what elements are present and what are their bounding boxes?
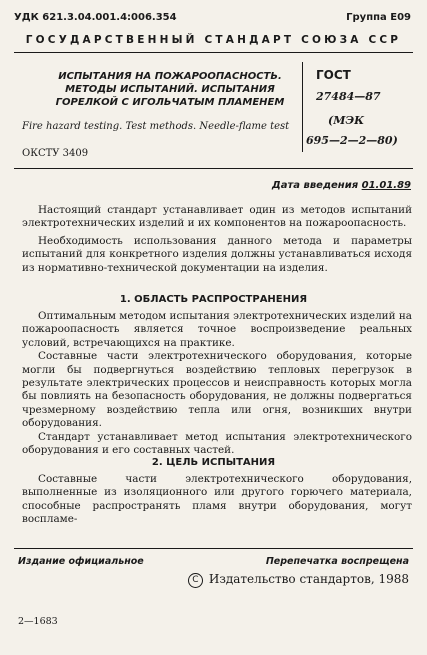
middle-rule	[14, 168, 413, 169]
introduction-date-value: 01.01.89	[361, 180, 411, 191]
section-2-text	[22, 473, 412, 527]
print-code: 2—1683	[18, 616, 58, 627]
mek-label: (МЭК	[328, 114, 365, 127]
title-divider	[302, 62, 303, 152]
footer-rule	[14, 548, 413, 549]
intro-text	[22, 204, 412, 275]
section-2-paragraph: Составные части электротехнического оборудования, выполненные из изоляционного или другого горючего материала, способные распространять пламя внутри оборудования, могут воспламе-	[22, 473, 412, 526]
copyright-icon: C	[188, 573, 203, 588]
section-1-paragraph: Оптимальным методом испытания электротехнических изделий на пожароопасность является точное воспроизведение реальных условий, встречающихся на практике.	[22, 310, 412, 349]
document-title: ИСПЫТАНИЯ НА ПОЖАРООПАСНОСТЬ. МЕТОДЫ ИСПЫТАНИЙ. ИСПЫТАНИЯ ГОРЕЛКОЙ С ИГОЛЬЧАТЫМ ПЛАМЕНЕМ	[55, 71, 285, 108]
organization-name: ГОСУДАРСТВЕННЫЙ СТАНДАРТ СОЮЗА ССР	[25, 34, 402, 46]
document-title-english: Fire hazard testing. Test methods. Needle-flame test	[22, 121, 290, 132]
gost-number: 27484—87	[316, 90, 381, 103]
oksu-code: ОКСТУ 3409	[22, 148, 89, 159]
edition-note: Издание официальное	[18, 556, 144, 567]
section-1-text	[22, 310, 412, 457]
introduction-date	[272, 180, 411, 191]
gost-label: ГОСТ	[316, 68, 351, 82]
section-2-heading: 2. ЦЕЛЬ ИСПЫТАНИЯ	[151, 457, 276, 468]
mek-number: 695—2—2—80)	[306, 134, 398, 147]
top-rule	[14, 52, 413, 53]
copyright-line	[188, 572, 409, 588]
udk-code: УДК 621.3.04.001.4:006.354	[14, 12, 177, 23]
section-1-paragraph: Составные части электротехнического оборудования, которые могли бы подвергнуться воздействию тепловых перегрузок в результате электрических процессов и неисправность которых могла бы повлиять на безопасность оборудования, не должны подвергаться чрезмерному воздействию тепла или огня, возникших внутри оборудования.	[22, 350, 412, 430]
copyright-text: Издательство стандартов, 1988	[208, 572, 409, 586]
section-1-heading: 1. ОБЛАСТЬ РАСПРОСТРАНЕНИЯ	[119, 294, 308, 305]
intro-paragraph: Настоящий стандарт устанавливает один из методов испытаний электротехнических изделий и их компонентов на пожароопасность.	[22, 204, 412, 230]
reprint-note: Перепечатка воспрещена	[265, 556, 409, 567]
section-1-paragraph: Стандарт устанавливает метод испытания электротехнического оборудования и его составных частей.	[22, 430, 412, 457]
group-code: Группа Е09	[346, 12, 411, 23]
introduction-date-label: Дата введения	[271, 180, 359, 191]
intro-paragraph: Необходимость использования данного метода и параметры испытаний для конкретного изделия должны устанавливаться исходя из нормативно-технической документации на изделия.	[22, 234, 412, 274]
